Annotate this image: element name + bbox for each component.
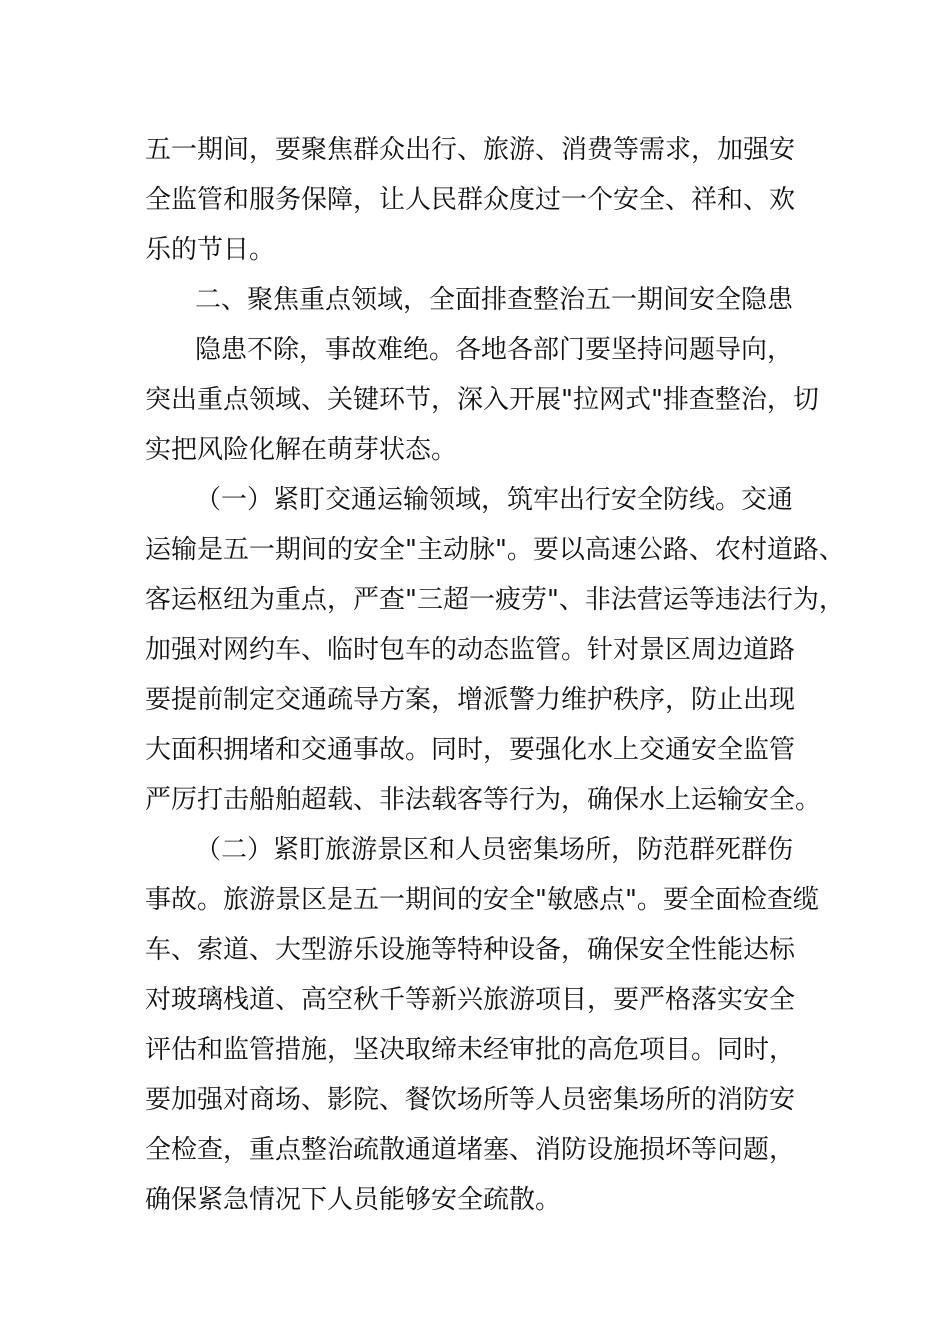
- text-line-21: 全检查，重点整治疏散通道堵塞、消防设施损坏等问题，: [145, 1135, 796, 1165]
- text-line-22: 确保紧急情况下人员能够安全疏散。: [145, 1185, 562, 1215]
- text-line-11: 加强对网约车、临时包车的动态监管。针对景区周边道路: [145, 635, 796, 665]
- text-line-17: 车、索道、大型游乐设施等特种设备，确保安全性能达标: [145, 935, 796, 965]
- subsection-heading-1: （一）紧盯交通运输领域，筑牢出行安全防线。交通: [195, 485, 794, 515]
- text-line-12: 要提前制定交通疏导方案，增派警力维护秩序，防止出现: [145, 685, 796, 715]
- section-heading: 二、聚焦重点领域，全面排查整治五一期间安全隐患: [195, 285, 794, 315]
- text-line-5: 隐患不除，事故难绝。各地各部门要坚持问题导向，: [195, 335, 794, 365]
- text-line-13: 大面积拥堵和交通事故。同时，要强化水上交通安全监管: [145, 735, 796, 765]
- text-line-14: 严厉打击船舶超载、非法载客等行为，确保水上运输安全。: [145, 785, 822, 815]
- text-line-3: 乐的节日。: [145, 235, 276, 265]
- text-line-6: 突出重点领域、关键环节，深入开展"拉网式"排查整治，切: [145, 385, 819, 415]
- text-line-20: 要加强对商场、影院、餐饮场所等人员密集场所的消防安: [145, 1085, 796, 1115]
- text-line-10: 客运枢纽为重点，严查"三超一疲劳"、非法营运等违法行为，: [145, 585, 845, 615]
- text-line-7: 实把风险化解在萌芽状态。: [145, 435, 458, 465]
- subsection-heading-2: （二）紧盯旅游景区和人员密集场所，防范群死群伤: [195, 835, 794, 865]
- text-line-18: 对玻璃栈道、高空秋千等新兴旅游项目，要严格落实安全: [145, 985, 796, 1015]
- text-line-19: 评估和监管措施，坚决取缔未经审批的高危项目。同时，: [145, 1035, 796, 1065]
- text-line-1: 五一期间，要聚焦群众出行、旅游、消费等需求，加强安: [145, 135, 796, 165]
- text-line-2: 全监管和服务保障，让人民群众度过一个安全、祥和、欢: [145, 185, 796, 215]
- text-line-9: 运输是五一期间的安全"主动脉"。要以高速公路、农村道路、: [145, 535, 845, 565]
- text-line-16: 事故。旅游景区是五一期间的安全"敏感点"。要全面检查缆: [145, 885, 819, 915]
